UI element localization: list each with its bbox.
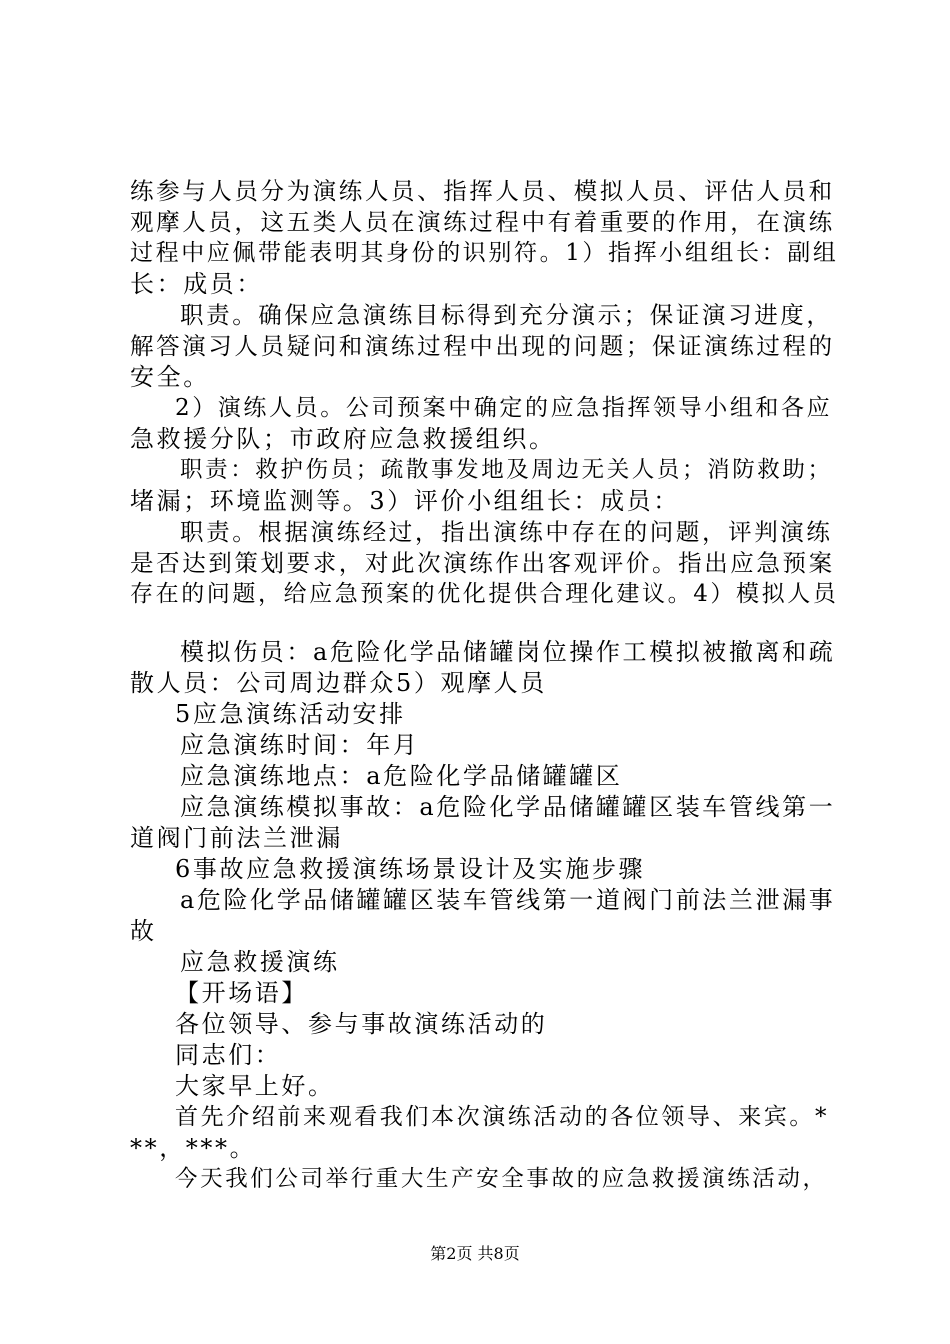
page-footer: 第2页 共8页 xyxy=(430,1244,520,1263)
body-line-31: **，***。 xyxy=(130,1134,257,1162)
body-line-23: a危险化学品储罐罐区装车管线第一道阀门前法兰泄漏事 xyxy=(180,886,836,914)
body-line-16: 散人员：公司周边群众5）观摩人员 xyxy=(130,669,547,697)
body-line-27: 各位领导、参与事故演练活动的 xyxy=(175,1010,548,1038)
body-line-28: 同志们： xyxy=(175,1041,282,1069)
body-line-3: 过程中应佩带能表明其身份的识别符。1）指挥小组组长：副组 xyxy=(130,240,839,266)
body-line-30: 首先介绍前来观看我们本次演练活动的各位领导、来宾。* xyxy=(175,1104,830,1130)
body-line-14: 存在的问题，给应急预案的优化提供合理化建议。4）模拟人员 xyxy=(130,581,839,607)
body-line-8: 2）演练人员。公司预案中确定的应急指挥领导小组和各应 xyxy=(175,395,833,421)
body-line-6: 解答演习人员疑问和演练过程中出现的问题；保证演练过程的 xyxy=(130,332,835,360)
body-line-1: 练参与人员分为演练人员、指挥人员、模拟人员、评估人员和 xyxy=(130,177,835,205)
body-line-7: 安全。 xyxy=(130,363,210,391)
body-line-15: 模拟伤员：a危险化学品储罐岗位操作工模拟被撤离和疏 xyxy=(180,638,836,666)
body-line-10: 职责：救护伤员；疏散事发地及周边无关人员；消防救助； xyxy=(180,457,833,483)
section-heading-6: 6事故应急救援演练场景设计及实施步骤 xyxy=(175,855,646,883)
body-line-13: 是否达到策划要求，对此次演练作出客观评价。指出应急预案 xyxy=(130,549,835,577)
body-line-32: 今天我们公司举行重大生产安全事故的应急救援演练活动， xyxy=(175,1166,828,1192)
body-line-5: 职责。确保应急演练目标得到充分演示；保证演习进度， xyxy=(180,301,833,329)
body-line-21: 道阀门前法兰泄漏 xyxy=(130,824,343,852)
body-line-4: 长：成员： xyxy=(130,270,263,298)
body-line-9: 急救援分队；市政府应急救援组织。 xyxy=(130,425,556,453)
body-line-25: 应急救援演练 xyxy=(180,948,340,976)
section-heading-5: 5应急演练活动安排 xyxy=(175,700,406,728)
body-line-2: 观摩人员，这五类人员在演练过程中有着重要的作用，在演练 xyxy=(130,208,835,236)
body-line-12: 职责。根据演练经过，指出演练中存在的问题，评判演练 xyxy=(180,518,833,546)
body-line-19: 应急演练地点：a危险化学品储罐罐区 xyxy=(180,762,623,790)
body-line-11: 堵漏；环境监测等。3）评价小组组长：成员： xyxy=(130,487,680,515)
body-line-26: 【开场语】 xyxy=(175,979,308,1007)
body-line-18: 应急演练时间：年月 xyxy=(180,731,420,759)
body-line-20: 应急演练模拟事故：a危险化学品储罐罐区装车管线第一 xyxy=(180,793,836,821)
body-line-24: 故 xyxy=(130,917,157,945)
body-line-29: 大家早上好。 xyxy=(175,1072,335,1100)
